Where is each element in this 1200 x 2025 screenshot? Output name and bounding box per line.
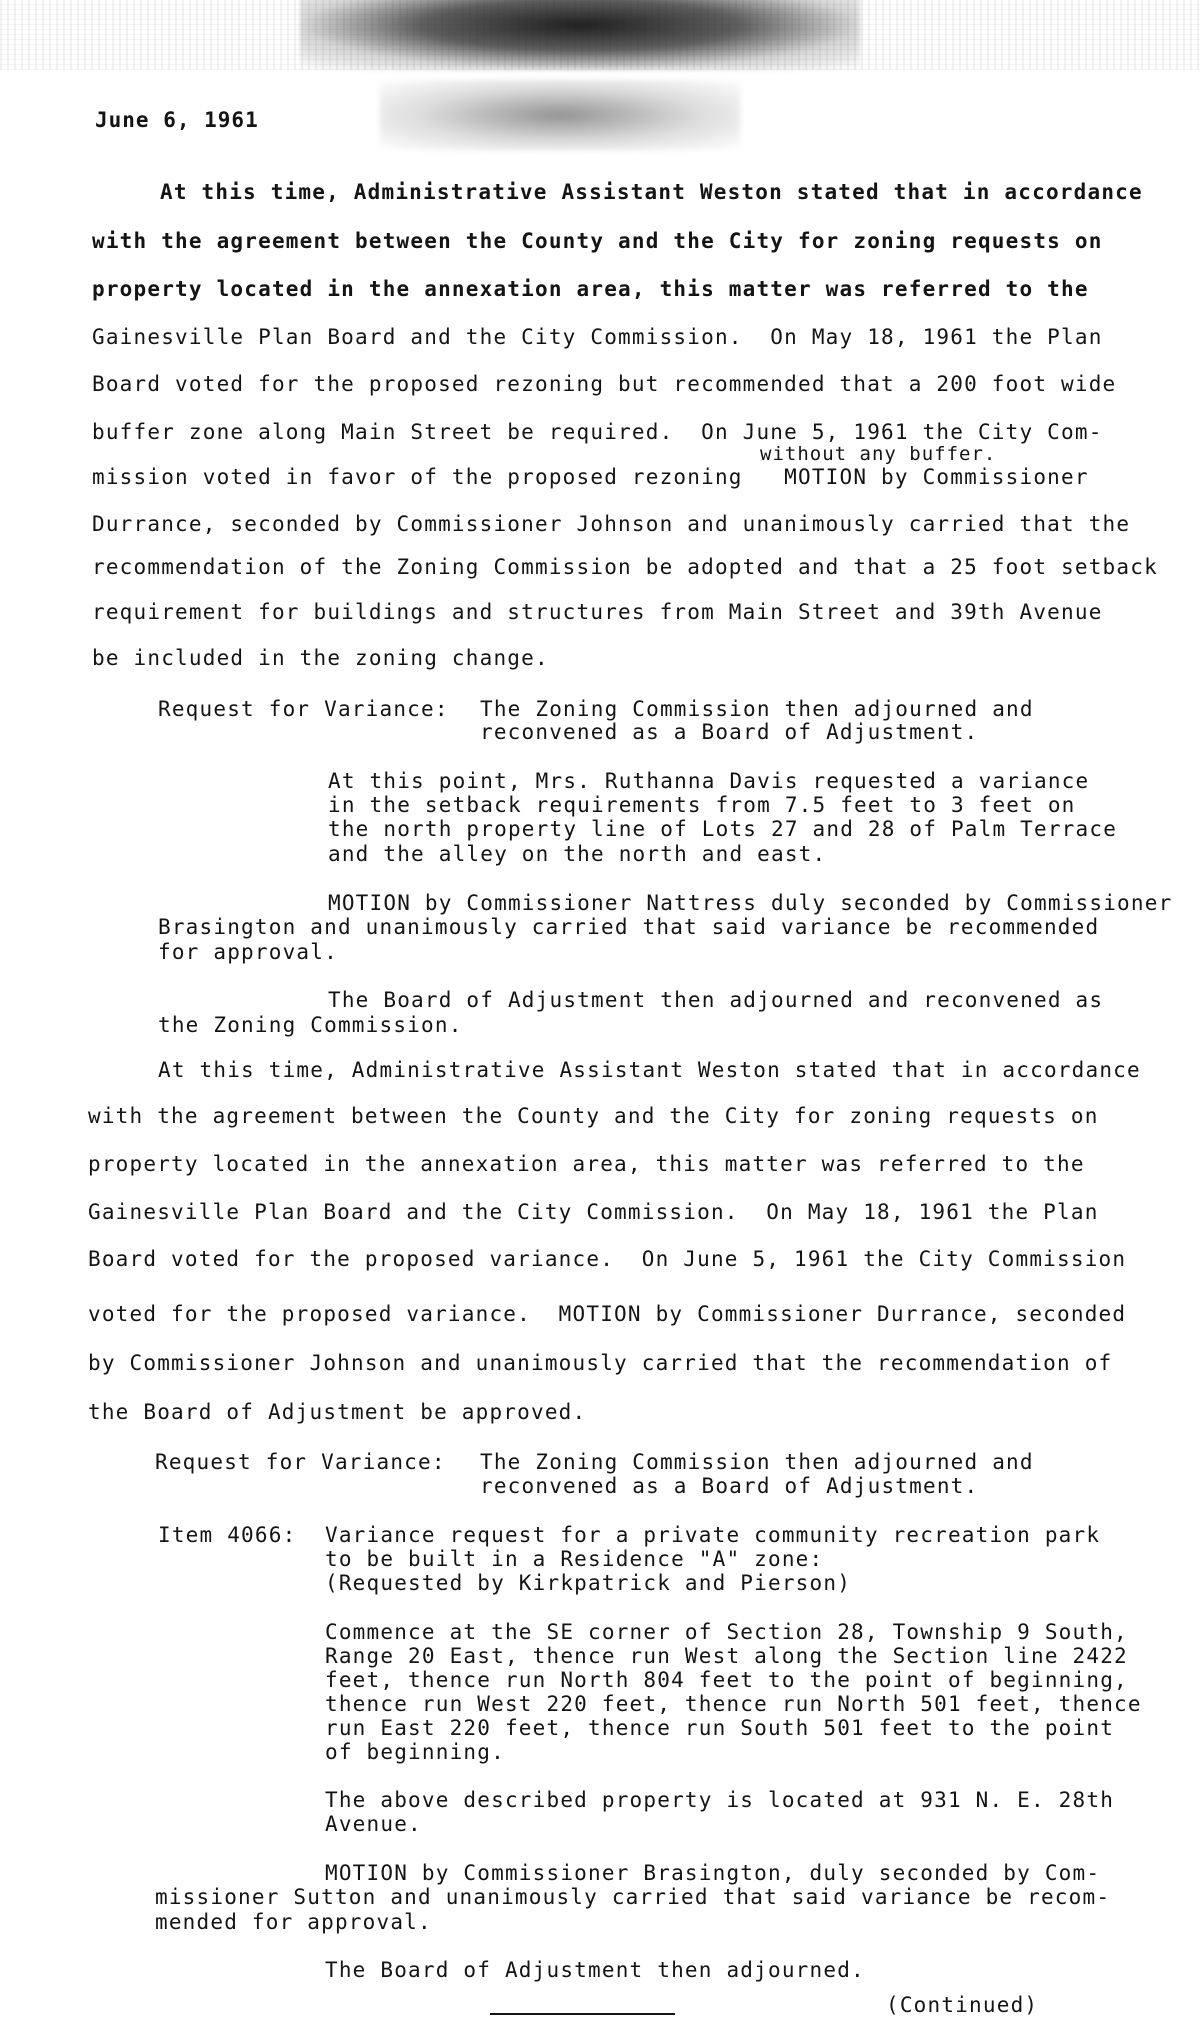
item-title-line: Variance request for a private community recreation park	[325, 1523, 1101, 1547]
item-title-line: to be built in a Residence "A" zone:	[325, 1547, 824, 1571]
legal-description-line: Commence at the SE corner of Section 28, Township 9 South,	[325, 1620, 1128, 1644]
motion-line: mended for approval.	[155, 1910, 432, 1934]
document-date: June 6, 1961	[95, 108, 259, 132]
variance-label: Request for Variance:	[158, 697, 449, 721]
motion-line: MOTION by Commissioner Nattress duly seconded by Commissioner	[328, 891, 1173, 915]
paragraph-line: At this time, Administrative Assistant Weston stated that in accordance	[160, 180, 1143, 204]
paragraph-line: requirement for buildings and structures from Main Street and 39th Avenue	[92, 600, 1103, 624]
paragraph-line: buffer zone along Main Street be required. On June 5, 1961 the City Com-	[92, 420, 1103, 444]
paragraph-line: property located in the annexation area, this matter was referred to the	[92, 277, 1089, 301]
paragraph-line: Board voted for the proposed variance. On June 5, 1961 the City Commission	[88, 1247, 1127, 1271]
paragraph-line: Board voted for the proposed rezoning but recommended that a 200 foot wide	[92, 372, 1117, 396]
paragraph-line: with the agreement between the County and the City for zoning requests on	[88, 1104, 1099, 1128]
variance-label: Request for Variance:	[155, 1450, 446, 1474]
legal-description-line: of beginning.	[325, 1740, 505, 1764]
paragraph-line: property located in the annexation area, this matter was referred to the	[88, 1152, 1085, 1176]
motion-line: for approval.	[158, 940, 338, 964]
motion-line: missioner Sutton and unanimously carried that said variance be recom-	[155, 1885, 1111, 1909]
variance-text-line: The Zoning Commission then adjourned and	[480, 1450, 1034, 1474]
variance-text-line: The Zoning Commission then adjourned and	[480, 697, 1034, 721]
continued-note: (Continued)	[886, 1993, 1039, 2017]
paragraph-line: Gainesville Plan Board and the City Commission. On May 18, 1961 the Plan	[88, 1200, 1099, 1224]
paragraph-line: voted for the proposed variance. MOTION by Commissioner Durrance, seconded	[88, 1302, 1127, 1326]
motion-line: Brasington and unanimously carried that said variance be recommended	[158, 915, 1100, 939]
closing-line: The Board of Adjustment then adjourned.	[325, 1958, 865, 1982]
paragraph-line: Gainesville Plan Board and the City Commission. On May 18, 1961 the Plan	[92, 325, 1103, 349]
request-line: in the setback requirements from 7.5 feet to 3 feet on	[328, 793, 1076, 817]
motion-line: MOTION by Commissioner Brasington, duly seconded by Com-	[325, 1861, 1101, 1885]
paragraph-line: the Board of Adjustment be approved.	[88, 1400, 587, 1424]
paragraph-line: with the agreement between the County and the City for zoning requests on	[92, 229, 1103, 253]
legal-description-line: Range 20 East, thence run West along the Section line 2422	[325, 1644, 1128, 1668]
request-line: and the alley on the north and east.	[328, 842, 827, 866]
adjourn-line: the Zoning Commission.	[158, 1013, 463, 1037]
paragraph-line: Durrance, seconded by Commissioner Johnson and unanimously carried that the	[92, 512, 1131, 536]
paragraph-line: be included in the zoning change.	[92, 646, 549, 670]
request-line: At this point, Mrs. Ruthanna Davis requested a variance	[328, 769, 1090, 793]
paragraph-line: recommendation of the Zoning Commission be adopted and that a 25 foot setback	[92, 555, 1158, 579]
variance-text-line: reconvened as a Board of Adjustment.	[480, 1474, 979, 1498]
item-label: Item 4066:	[158, 1523, 297, 1547]
paragraph-line: mission voted in favor of the proposed rezoning MOTION by Commissioner	[92, 465, 1089, 489]
item-title-line: (Requested by Kirkpatrick and Pierson)	[325, 1571, 852, 1595]
legal-description-line: thence run West 220 feet, thence run North 501 feet, thence	[325, 1692, 1142, 1716]
paragraph-line: At this time, Administrative Assistant Weston stated that in accordance	[158, 1058, 1141, 1082]
legal-description-line: feet, thence run North 804 feet to the point of beginning,	[325, 1668, 1128, 1692]
separator-rule	[490, 2013, 675, 2015]
ink-smudge-lower	[380, 80, 740, 150]
location-line: The above described property is located at 931 N. E. 28th	[325, 1788, 1115, 1812]
legal-description-line: run East 220 feet, thence run South 501 feet to the point	[325, 1716, 1115, 1740]
handwritten-insertion: without any buffer.	[760, 443, 997, 465]
location-line: Avenue.	[325, 1812, 422, 1836]
paragraph-line: by Commissioner Johnson and unanimously carried that the recommendation of	[88, 1351, 1113, 1375]
request-line: the north property line of Lots 27 and 28 of Palm Terrace	[328, 817, 1118, 841]
ink-smudge	[300, 0, 860, 70]
adjourn-line: The Board of Adjustment then adjourned and reconvened as	[328, 988, 1104, 1012]
variance-text-line: reconvened as a Board of Adjustment.	[480, 720, 979, 744]
